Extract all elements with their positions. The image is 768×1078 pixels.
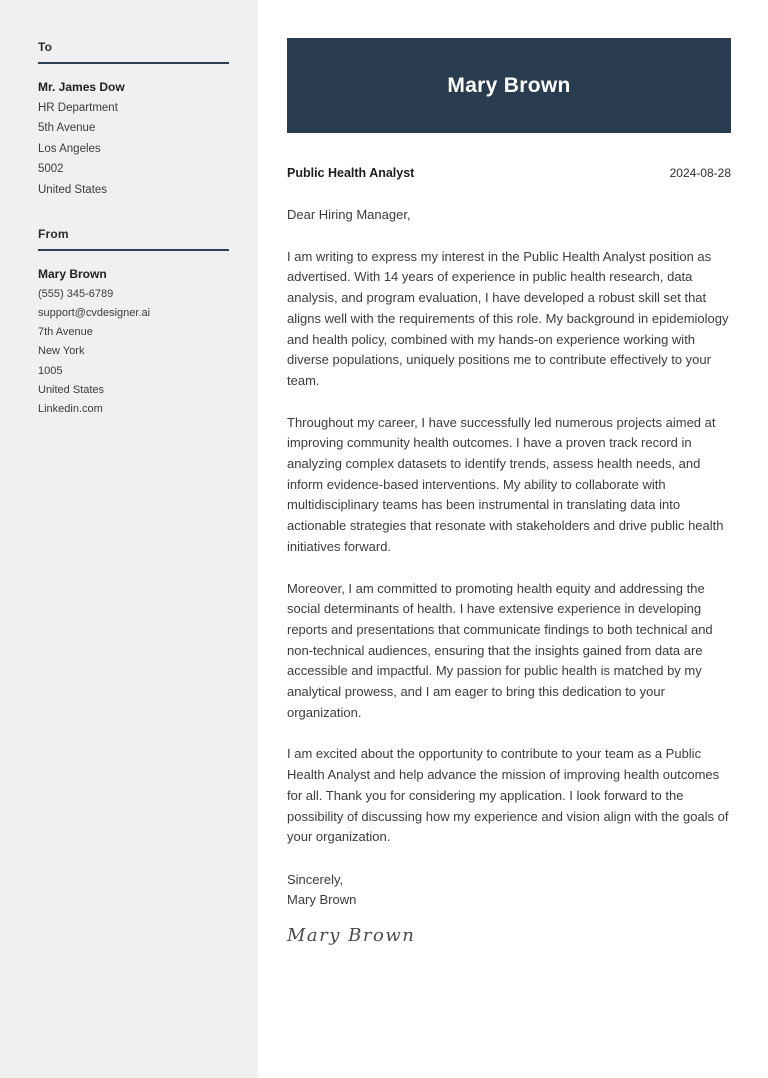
recipient-city: Los Angeles xyxy=(38,142,101,155)
recipient-street: 5th Avenue xyxy=(38,122,96,134)
candidate-name: Mary Brown xyxy=(447,73,571,97)
letter-date: 2024-08-28 xyxy=(669,166,731,180)
sender-city: New York xyxy=(38,345,85,358)
recipient-zip: 5002 xyxy=(38,163,64,175)
from-heading: From xyxy=(38,227,69,241)
letter-paragraph-3: Moreover, I am committed to promoting health equity and addressing the social determinants of health. I have extensive experience in developing reports and presentations that communicate findings to both technical and non-technical audiences, ensuring that the insights gained from data are accessible and impactful. My passion for public health is matched by my analytical prowess, and I am eager to bring this dedication to your organization. xyxy=(287,580,713,720)
closing-name: Mary Brown xyxy=(287,892,357,908)
job-title: Public Health Analyst xyxy=(287,166,415,180)
letter-paragraph-1: I am writing to express my interest in the Public Health Analyst position as advertised. With 14 years of experience in public health research, data analysis, and program evaluation, I have developed a robust skill set that aligns well with the requirements of this role. My background in epidemiology and health policy, combined with my hands-on experience working with diverse populations, uniquely positions me to contribute effectively to your team. xyxy=(287,248,729,388)
signature-script: Mary Brown xyxy=(287,924,416,946)
letter-content xyxy=(258,0,768,1078)
closing-word: Sincerely, xyxy=(287,871,344,887)
sender-street: 7th Avenue xyxy=(38,326,93,339)
recipient-department: HR Department xyxy=(38,101,118,114)
recipient-country: United States xyxy=(38,183,108,196)
salutation: Dear Hiring Manager, xyxy=(287,207,411,222)
letter-paragraph-4: I am excited about the opportunity to contribute to your team as a Public Health Analyst and help advance the mission of improving health outcomes for all. Thank you for considering my application. I look forward to the possibility of discussing how my experience and vision align with the goals of your organization. xyxy=(287,746,729,845)
sender-linkedin: Linkedin.com xyxy=(38,403,103,416)
from-divider xyxy=(38,249,229,251)
letter-paragraph-2: Throughout my career, I have successfully led numerous projects aimed at improving community health outcomes. I have a proven track record in analyzing complex datasets to identify trends, assess health needs, and inform evidence-based interventions. My ability to collaborate with multidisciplinary teams has been instrumental in translating data into actionable strategies that resonate with stakeholders and drive public health initiatives forward. xyxy=(287,414,724,554)
title-row xyxy=(287,166,731,180)
sender-zip: 1005 xyxy=(38,364,63,377)
recipient-name: Mr. James Dow xyxy=(38,80,125,94)
to-heading: To xyxy=(38,40,53,54)
name-banner xyxy=(287,38,731,133)
to-divider xyxy=(38,62,229,64)
sender-name: Mary Brown xyxy=(38,267,107,281)
sender-country: United States xyxy=(38,383,105,396)
sender-phone: (555) 345-6789 xyxy=(38,287,114,300)
sender-section xyxy=(38,227,229,420)
recipient-section xyxy=(38,40,229,200)
sidebar xyxy=(0,0,258,1078)
sender-email: support@cvdesigner.ai xyxy=(38,306,151,319)
